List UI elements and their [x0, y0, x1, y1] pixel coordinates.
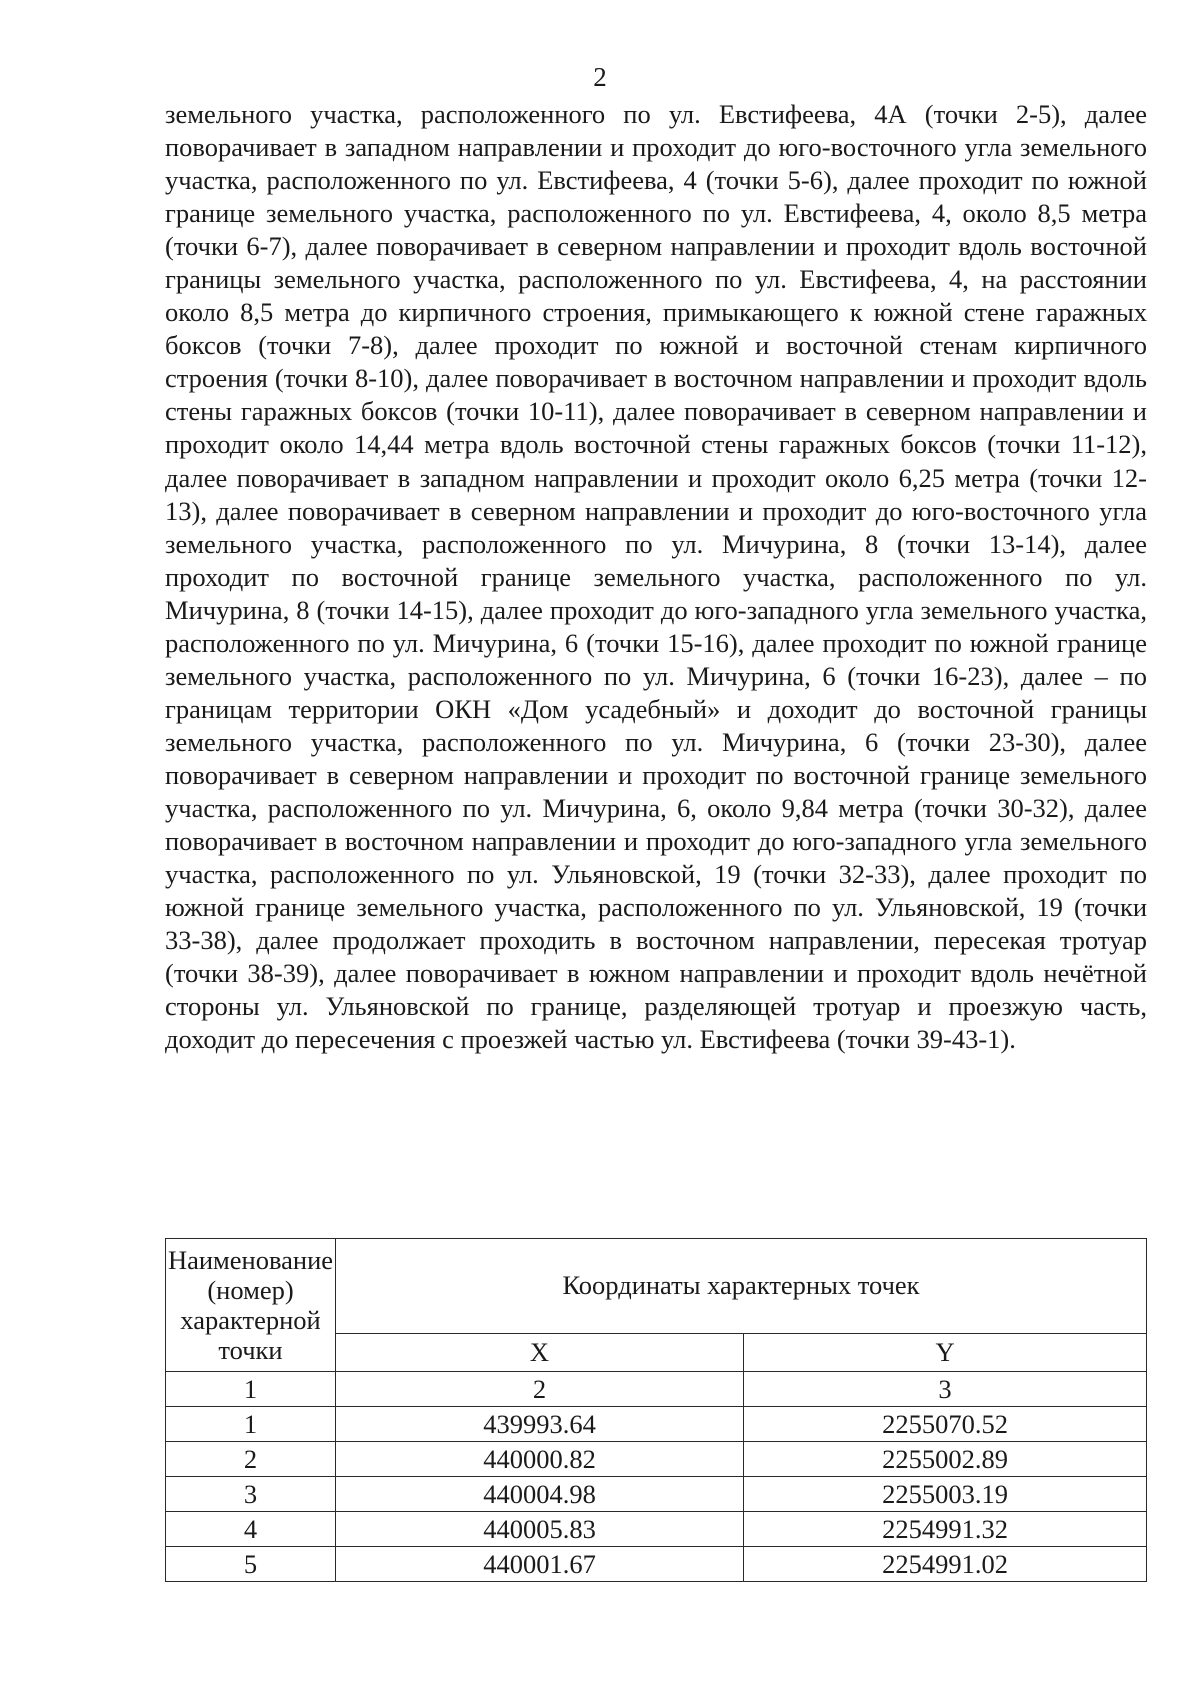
y-coordinate: 2255003.19	[744, 1477, 1147, 1512]
column-number: 1	[166, 1372, 336, 1407]
table-row	[166, 1442, 1147, 1477]
column-number: 3	[744, 1372, 1147, 1407]
header-y: Y	[744, 1333, 1147, 1371]
header-name-line: (номер)	[207, 1275, 294, 1305]
y-coordinate: 2254991.32	[744, 1512, 1147, 1547]
x-coordinate: 440001.67	[336, 1547, 744, 1582]
point-number: 5	[166, 1547, 336, 1582]
table-row	[166, 1512, 1147, 1547]
y-coordinate: 2255002.89	[744, 1442, 1147, 1477]
body-paragraph: земельного участка, расположенного по ул. Евстифеева, 4А (точки 2-5), далее поворачивает в западном направлении и проходит до юго-восточного угла земельного участка, расположенного по ул. Евстифеева, 4 (точки 5-6), далее проходит по южной границе земельного участка, расположенного по ул. Евстифеева, 4, около 8,5 метра (точки 6-7), далее поворачивает в северном направлении и проходит вдоль восточной границы земельного участка, расположенного по ул. Евстифеева, 4, на расстоянии около 8,5 метра до кирпичного строения, примыкающего к южной стене гаражных боксов (точки 7-8), далее проходит по южной и восточной стенам кирпичного строения (точки 8-10), далее поворачивает в восточном направлении и проходит вдоль стены гаражных боксов (точки 10-11), далее поворачивает в северном направлении и проходит около 14,44 метра вдоль восточной стены гаражных боксов (точки 11-12), далее поворачивает в западном направлении и проходит около 6,25 метра (точки 12-13), далее поворачивает в северном направлении и проходит до юго-восточного угла земельного участка, расположенного по ул. Мичурина, 8 (точки 13-14), далее проходит по восточной границе земельного участка, расположенного по ул. Мичурина, 8 (точки 14-15), далее проходит до юго-западного угла земельного участка, расположенного по ул. Мичурина, 6 (точки 15-16), далее проходит по южной границе земельного участка, расположенного по ул. Мичурина, 6 (точки 16-23), далее – по границам территории ОКН «Дом усадебный» и доходит до восточной границы земельного участка, расположенного по ул. Мичурина, 6 (точки 23-30), далее поворачивает в северном направлении и проходит по восточной границе земельного участка, расположенного по ул. Мичурина, 6, около 9,84 метра (точки 30-32), далее поворачивает в восточном направлении и проходит до юго-западного угла земельного участка, расположенного по ул. Ульяновской, 19 (точки 32-33), далее проходит по южной границе земельного участка, расположенного по ул. Ульяновской, 19 (точки 33-38), далее продолжает проходить в восточном направлении, пересекая тротуар (точки 38-39), далее поворачивает в южном направлении и проходит вдоль нечётной стороны ул. Ульяновской по границе, разделяющей тротуар и проезжую часть, доходит до пересечения с проезжей частью ул. Евстифеева (точки 39-43-1).	[165, 99, 1147, 1055]
table-row	[166, 1477, 1147, 1512]
point-number: 4	[166, 1512, 336, 1547]
header-name-line: характерной	[180, 1305, 321, 1335]
page-number: 2	[593, 62, 607, 92]
table-row	[166, 1407, 1147, 1442]
column-number: 2	[336, 1372, 744, 1407]
y-coordinate: 2254991.02	[744, 1547, 1147, 1582]
header-name-line: точки	[218, 1335, 283, 1365]
column-number-row	[166, 1372, 1147, 1407]
y-coordinate: 2255070.52	[744, 1407, 1147, 1442]
header-coordinates: Координаты характерных точек	[336, 1239, 1147, 1334]
header-x: X	[336, 1333, 744, 1371]
point-number: 3	[166, 1477, 336, 1512]
x-coordinate: 440004.98	[336, 1477, 744, 1512]
x-coordinate: 439993.64	[336, 1407, 744, 1442]
table-row	[166, 1547, 1147, 1582]
coordinates-table	[165, 1238, 1147, 1582]
point-number: 2	[166, 1442, 336, 1477]
point-number: 1	[166, 1407, 336, 1442]
x-coordinate: 440000.82	[336, 1442, 744, 1477]
x-coordinate: 440005.83	[336, 1512, 744, 1547]
header-name-line: Наименование	[167, 1245, 334, 1275]
header-point-name	[166, 1239, 336, 1372]
